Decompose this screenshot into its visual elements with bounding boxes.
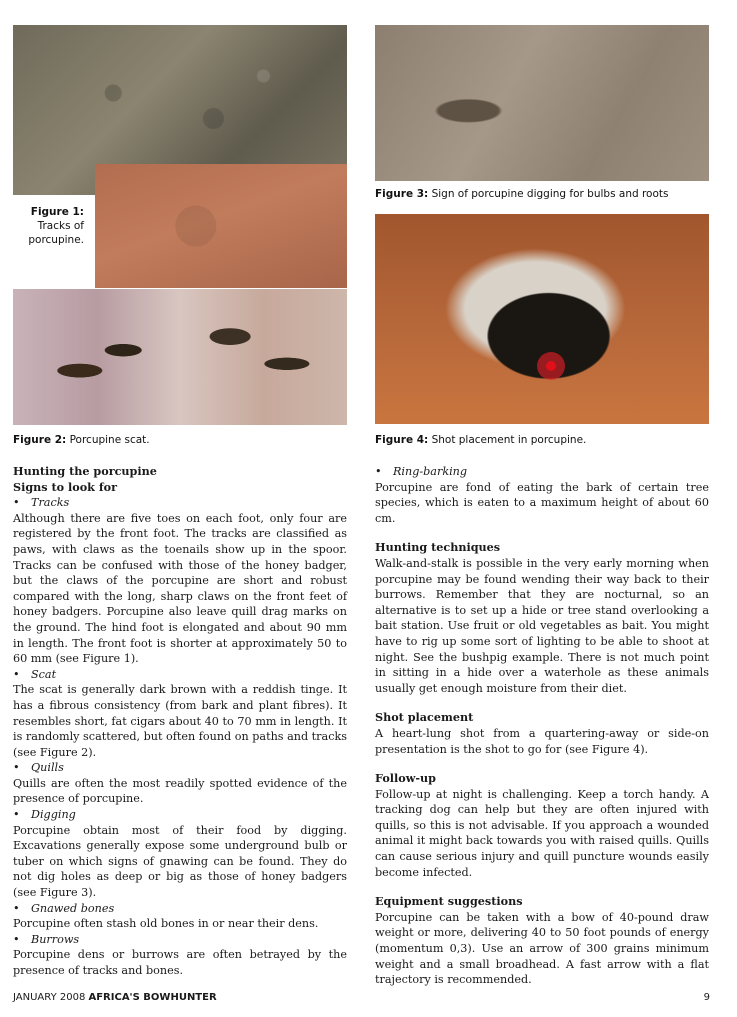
paragraph-tracks: Although there are five toes on each foot, only four are registered by the front foot. The tracks are classified as paws, with claws as the toenails show up in the spoor. Tracks can be confused with those of the honey badger, but the claws of the porcupine are short and robust compared with the long, sharp claws on the front feet of honey badgers. Porcupine also leave quill drag marks on the ground. The hind foot is elongated and about 90 mm in length. The front foot is shorter at approximately 50 to 60 mm (see Figure 1). <box>13 511 347 666</box>
paragraph-follow-up: Follow-up at night is challenging. Keep a torch handy. A tracking dog can help but they are often injured with quills, so this is not advisable. If you approach a wounded animal it might back towards you with raised quills. Quills can cause serious injury and quill puncture wounds easily become infected. <box>375 787 709 879</box>
figure4-caption-label: Figure 4: <box>375 434 429 446</box>
bullet-scat: • Scat <box>13 667 347 683</box>
bullet-quills: • Quills <box>13 760 347 776</box>
footer-date: JANUARY 2008 <box>13 992 89 1003</box>
bullet-digging: • Digging <box>13 807 347 823</box>
paragraph-gnawed-bones: Porcupine often stash old bones in or near their dens. <box>13 917 319 931</box>
bullet-tracks: • Tracks <box>13 495 347 511</box>
paragraph-equipment <box>375 910 709 988</box>
heading-hunting-techniques: Hunting techniques <box>375 540 501 555</box>
end-mark-icon <box>532 973 543 986</box>
paragraph-hunting-techniques: Walk-and-stalk is possible in the very early morning when porcupine may be found wending their way back to their burrows. Remember that they are nocturnal, so an alternative is to set up a hide or tree stand overlooking a bait station. Use fruit or old vegetables as bait. You might have to rig up some sort of lighting to be able to shoot at night. See the bushpig example. There is not much point in sitting in a hide over a waterhole as these animals usually get enough moisture from their diet. <box>375 556 709 695</box>
figure3-digging-photo <box>375 25 709 181</box>
figure2-caption-label: Figure 2: <box>13 434 67 446</box>
paragraph-ring-barking: Porcupine are fond of eating the bark of certain tree species, which is eaten to a maximum height of about 60 cm. <box>375 480 709 525</box>
footer-page-number: 9 <box>703 992 710 1003</box>
figure3-caption <box>375 188 669 200</box>
left-column <box>13 464 347 979</box>
figure2-caption-text: Porcupine scat. <box>66 434 150 446</box>
paragraph-equipment-text: Porcupine can be taken with a bow of 40-pound draw weight or more, delivering 40 to 50 foot pounds of energy (momentum 0,3). Use an arrow of 300 grains minimum weight and a small broadhead. A fast arrow with a flat trajectory is recommended. <box>375 910 709 987</box>
figure3-caption-text: Sign of porcupine digging for bulbs and roots <box>428 188 669 200</box>
footer-magazine: AFRICA'S BOWHUNTER <box>88 992 217 1003</box>
heading-hunting-porcupine: Hunting the porcupine <box>13 464 157 478</box>
paragraph-shot-placement: A heart-lung shot from a quartering-away or side-on presentation is the shot to go for (see Figure 4). <box>375 726 709 756</box>
heading-signs: Signs to look for <box>13 479 117 494</box>
figure1-caption <box>20 205 84 247</box>
figure1-caption-line2: porcupine. <box>28 234 84 246</box>
figure4-caption <box>375 434 586 446</box>
paragraph-scat: The scat is generally dark brown with a reddish tinge. It has a fibrous consistency (from bark and plant fibres). It resembles short, fat cigars about 40 to 70 mm in length. It is randomly scattered, but often found on paths and tracks (see Figure 2). <box>13 683 347 759</box>
bullet-burrows: • Burrows <box>13 932 347 948</box>
bullet-gnawed-bones: • Gnawed bones <box>13 901 347 917</box>
right-column <box>375 464 709 988</box>
figure4-caption-text: Shot placement in porcupine. <box>428 434 587 446</box>
figure2-caption <box>13 434 150 446</box>
figure1-tracks-photo-bottom <box>95 164 347 288</box>
bullet-ring-barking: • Ring-barking <box>375 464 709 480</box>
figure3-caption-label: Figure 3: <box>375 188 429 200</box>
paragraph-burrows: Porcupine dens or burrows are often betrayed by the presence of tracks and bones. <box>13 948 347 977</box>
footer-issue <box>13 992 217 1003</box>
paragraph-digging: Porcupine obtain most of their food by digging. Excavations generally expose some underground bulb or tuber on which signs of gnawing can be found. They do not dig holes as deep or big as those of honey badgers (see Figure 3). <box>13 823 347 900</box>
figure2-scat-photo <box>13 289 347 425</box>
figure1-caption-line1: Tracks of <box>37 220 84 232</box>
shot-placement-target-icon <box>537 352 565 380</box>
heading-follow-up: Follow-up <box>375 771 436 786</box>
paragraph-quills: Quills are often the most readily spotted evidence of the presence of porcupine. <box>13 776 347 806</box>
heading-shot-placement: Shot placement <box>375 710 474 725</box>
heading-equipment: Equipment suggestions <box>375 894 523 909</box>
figure4-porcupine-photo <box>375 214 709 424</box>
figure1-caption-label: Figure 1: <box>30 206 84 218</box>
